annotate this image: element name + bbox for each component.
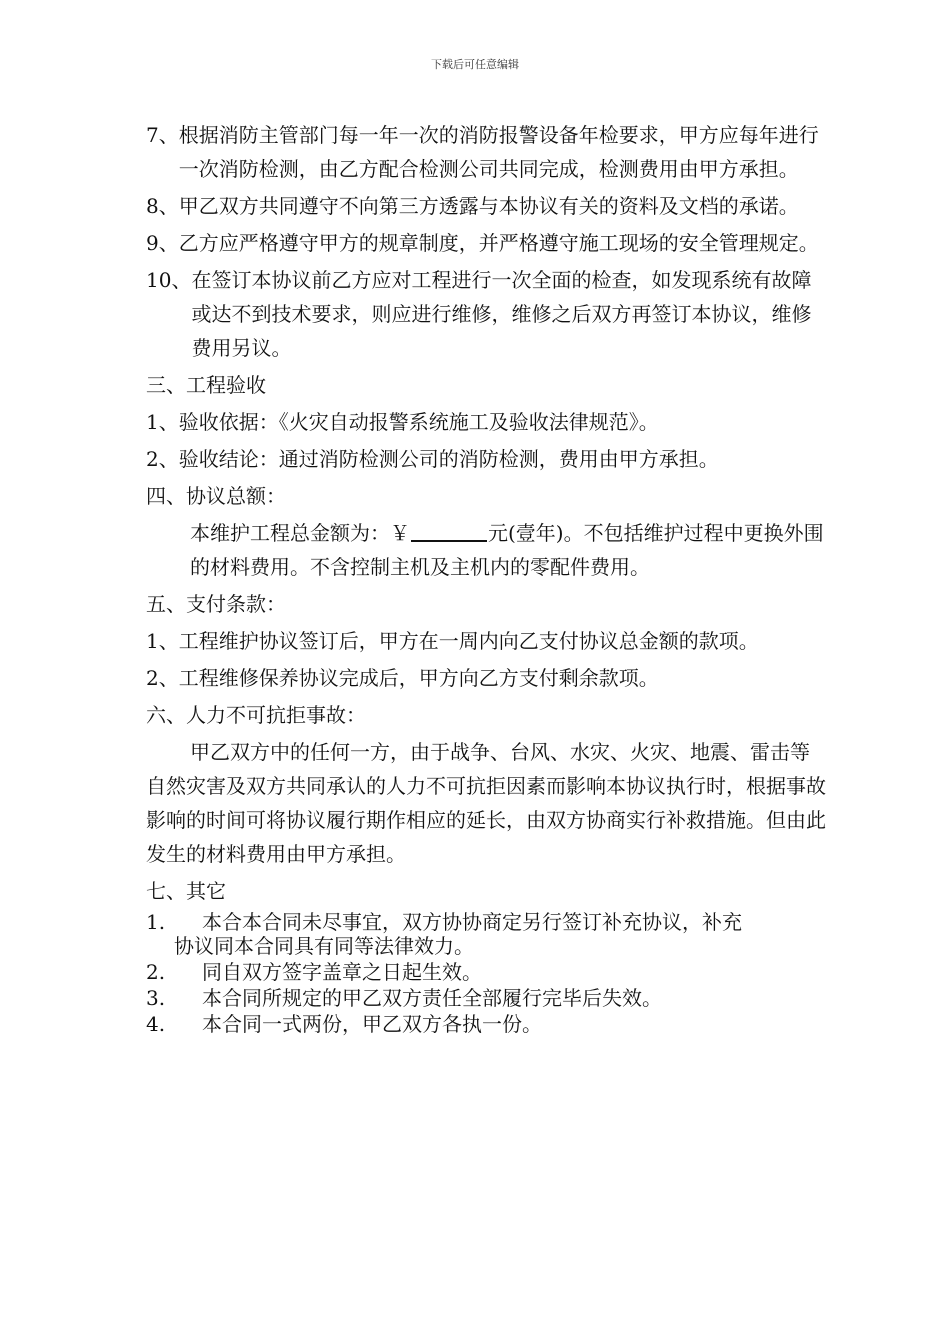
clause-number: 9、 xyxy=(146,231,179,255)
section-7-item-4 xyxy=(146,1012,826,1036)
item-number: 2、 xyxy=(146,666,179,690)
item-text: 本合同所规定的甲乙双方责任全部履行完毕后失效。 xyxy=(202,986,662,1010)
item-text: 工程维护协议签订后，甲方在一周内向乙支付协议总金额的款项。 xyxy=(178,629,759,653)
section-5-item-1 xyxy=(146,624,826,658)
clause-number: 8、 xyxy=(146,194,179,218)
clause-10 xyxy=(146,263,826,365)
clause-7 xyxy=(146,118,826,186)
item-text: 本合本合同未尽事宜，双方协协商定另行签订补充协议，补充 xyxy=(202,910,742,934)
section-3-item-1 xyxy=(146,405,826,439)
amount-prefix: 本维护工程总金额为：￥ xyxy=(190,521,410,545)
clause-number: 10、 xyxy=(146,268,192,292)
item-number: 4. xyxy=(146,1012,166,1036)
section-6-title: 六、人力不可抗拒事故： xyxy=(146,703,366,727)
item-text: 本合同一式两份，甲乙双方各执一份。 xyxy=(202,1012,542,1036)
clause-9 xyxy=(146,226,826,260)
section-7-title: 七、其它 xyxy=(146,879,226,903)
section-7-item-1 xyxy=(146,910,826,958)
contract-body xyxy=(146,118,826,1036)
clause-number: 7、 xyxy=(146,123,179,147)
item-number: 2、 xyxy=(146,447,179,471)
section-5-item-2 xyxy=(146,661,826,695)
clause-text: 在签订本协议前乙方应对工程进行一次全面的检查，如发现系统有故障或达不到技术要求，则应进行维修，维修之后双方再签订本协议，维修费用另议。 xyxy=(191,268,812,360)
section-4-title: 四、协议总额： xyxy=(146,484,286,508)
item-text: 工程维修保养协议完成后，甲方向乙方支付剩余款项。 xyxy=(178,666,659,690)
clause-8 xyxy=(146,189,826,223)
section-6-body: 甲乙双方中的任何一方，由于战争、台风、水灾、火灾、地震、雷击等自然灾害及双方共同承认的人力不可抗拒因素而影响本协议执行时，根据事故影响的时间可将协议履行期作相应的延长，由双方协商实行补救措施。但由此发生的材料费用由甲方承担。 xyxy=(146,740,826,866)
item-number: 1、 xyxy=(146,410,179,434)
item-text: 验收依据：《火灾自动报警系统施工及验收法律规范》。 xyxy=(178,410,659,434)
clause-text: 乙方应严格遵守甲方的规章制度，并严格遵守施工现场的安全管理规定。 xyxy=(178,231,819,255)
item-number: 2. xyxy=(146,960,166,984)
page-header-note: 下载后可任意编辑 xyxy=(431,58,519,71)
item-text: 验收结论：通过消防检测公司的消防检测，费用由甲方承担。 xyxy=(178,447,719,471)
section-3-item-2 xyxy=(146,442,826,476)
clause-text: 甲乙双方共同遵守不向第三方透露与本协议有关的资料及文档的承诺。 xyxy=(178,194,799,218)
section-4-amount xyxy=(146,516,826,584)
section-5-title: 五、支付条款： xyxy=(146,592,286,616)
clause-text: 根据消防主管部门每一年一次的消防报警设备年检要求，甲方应每年进行一次消防检测，由乙方配合检测公司共同完成，检测费用由甲方承担。 xyxy=(178,123,819,181)
section-3-title: 三、工程验收 xyxy=(146,373,266,397)
item-number: 1. xyxy=(146,910,166,934)
amount-blank-line xyxy=(411,522,487,542)
item-number: 3. xyxy=(146,986,166,1010)
amount-suffix: 元(壹年)。不包括维护过程中更换外围的材料费用。不含控制主机及主机内的零配件费用。 xyxy=(190,521,824,579)
section-7-item-3 xyxy=(146,986,826,1010)
item-text: 同自双方签字盖章之日起生效。 xyxy=(202,960,482,984)
item-number: 1、 xyxy=(146,629,179,653)
item-text-continued: 协议同本合同具有同等法律效力。 xyxy=(174,934,474,958)
section-7-item-2 xyxy=(146,960,826,984)
